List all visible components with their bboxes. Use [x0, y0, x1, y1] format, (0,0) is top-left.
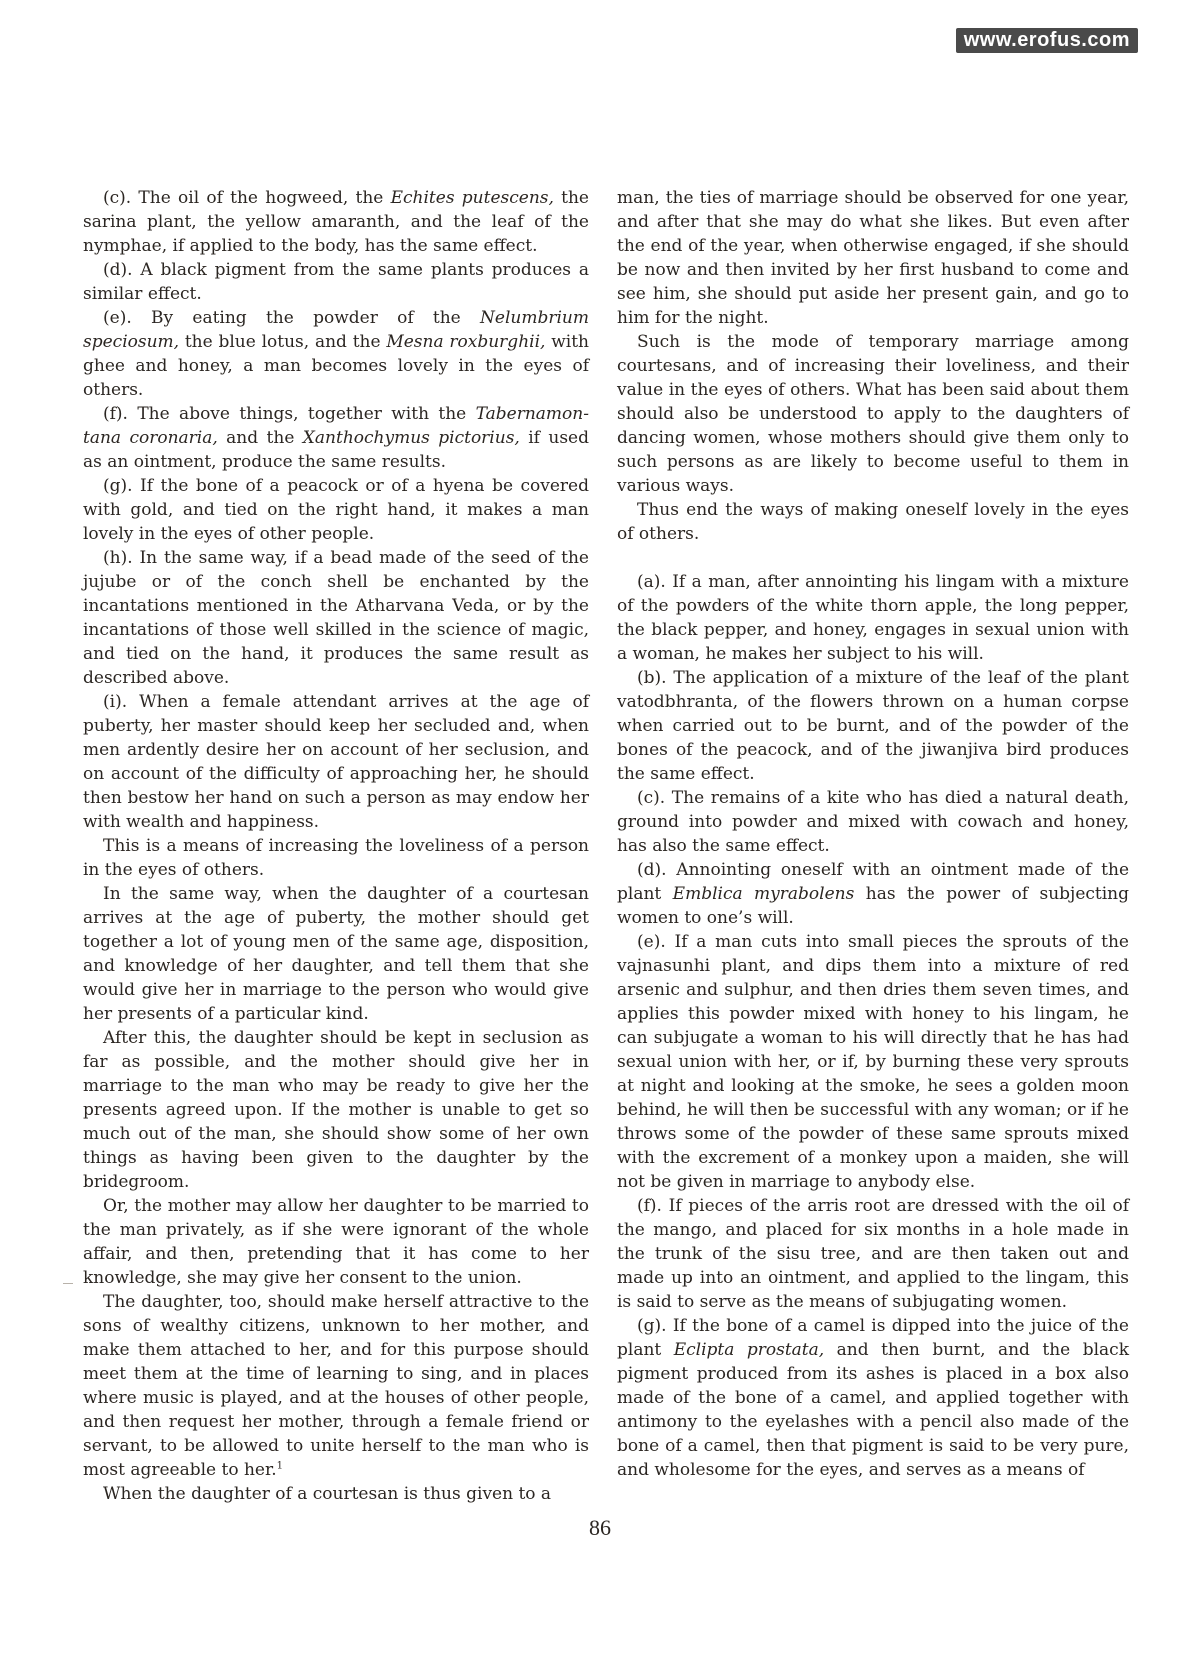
paragraph-same-way: In the same way, when the daughter of a courtesan arrives at the age of puberty, the mother should get together a lot of young men of the same age, disposition, and knowledge of her daughter, and tell them that she would give her in marriage to the person who would give her presents of a particular kind. — [83, 884, 589, 1024]
paragraph-h: (h). In the same way, if a bead made of the seed of the jujube or of the conch shell be enchanted by the incantations mentioned in the Atharvana Veda, or by the incantations of those well skilled in the science of magic, and tied on the hand, it produces the same result as described above. — [83, 548, 589, 688]
paragraph-i: (i). When a female attendant arrives at the age of puberty, her master should keep her secluded and, when men ardently desire her on account of her seclusion, and on account of the difficulty of approaching her, he should then bestow her hand on such a person as may endow her with wealth and happiness. — [83, 692, 589, 832]
watermark-label: www.erofus.com — [956, 28, 1138, 53]
paragraph-a: (a). If a man, after annointing his lingam with a mixture of the powders of the white thorn apple, the long pepper, the black pepper, and honey, engages in sexual union with a woman, he makes her subject to his will. — [617, 572, 1129, 664]
paragraph-thus: Thus end the ways of making oneself lovely in the eyes of others. — [617, 500, 1129, 544]
paragraph-c: (c). The oil of the hogweed, the Echites putescens, the sarina plant, the yellow amaranth, and the leaf of the nymphae, if applied to the body, has the same effect. — [83, 188, 589, 256]
paragraph-b: (b). The application of a mixture of the leaf of the plant vatodbhranta, of the flowers thrown on a human corpse when carried out to be burnt, and of the powder of the bones of the peacock, and of the jiwanjiva bird produces the same effect. — [617, 668, 1129, 784]
paragraph-such: Such is the mode of temporary marriage among courtesans, and of increasing their loveliness, and their value in the eyes of others. What has been said about them should also be understood to apply to the daughters of dancing women, whose mothers should give them only to such persons as are likely to become useful to them in various ways. — [617, 332, 1129, 496]
paragraph-f-right: (f). If pieces of the arris root are dressed with the oil of the mango, and placed for six months in a hole made in the trunk of the sisu tree, and are then taken out and made up into an ointment, and applied to the lingam, this is said to serve as the means of subjugating women. — [617, 1196, 1129, 1312]
paragraph-g: (g). If the bone of a peacock or of a hyena be covered with gold, and tied on the right hand, it makes a man lovely in the eyes of other people. — [83, 476, 589, 544]
page-number: 86 — [589, 1515, 611, 1540]
paragraph-or: Or, the mother may allow her daughter to be married to the man privately, as if she were ignorant of the whole affair, and then, pretending that it has come to her knowledge, she may give her consent to the union. — [83, 1196, 589, 1288]
paragraph-means: This is a means of increasing the loveliness of a person in the eyes of others. — [83, 836, 589, 880]
paragraph-d-right: (d). Annointing oneself with an ointment made of the plant Emblica myrabolens has the power of subjecting women to one’s will. — [617, 860, 1130, 928]
paragraph-e-right: (e). If a man cuts into small pieces the sprouts of the vajnasunhi plant, and dips them into a mixture of red arsenic and sulphur, and then dries them seven times, and applies this powder mixed with honey to his lingam, he can subjugate a woman to his will directly that he has had sexual union with her, or if, by burning these very sprouts at night and looking at the smoke, he sees a golden moon behind, he will then be successful with any woman; or if he throws some of the powder of these same sprouts mixed with the excrement of a monkey upon a maiden, she will not be given in marriage to anybody else. — [617, 932, 1129, 1192]
section-gap — [617, 546, 1129, 570]
footnote-marker: 1 — [276, 1460, 284, 1472]
paragraph-after: After this, the daughter should be kept in seclusion as far as possible, and the mother should give her in marriage to the man who may be ready to give her the presents agreed upon. If the mother is unable to get so much out of the man, she should show some of her own things as having been given to the daughter by the bridegroom. — [83, 1028, 589, 1192]
paragraph-daughter: The daughter, too, should make herself attractive to the sons of wealthy citizens, unknown to her mother, and make them attached to her, and for this purpose should meet them at the time of learning to sing, and in places where music is played, and at the houses of other people, and then request her mother, through a female friend or servant, to be allowed to unite herself to the man who is most agreeable to her.$^1$ — [83, 1292, 589, 1480]
paragraph-g-right: (g). If the bone of a camel is dipped into the juice of the plant Eclipta prostata, and then burnt, and the black pigment produced from its ashes is placed in a box also made of the bone of a camel, and applied together with antimony to the eyelashes with a pencil also made of the bone of a camel, then that pigment is said to be very pure, and wholesome for the eyes, and serves as a means of — [617, 1316, 1129, 1480]
margin-mark — [63, 1283, 73, 1284]
paragraph-f: (f). The above things, together with the Tabernamontana coronaria, and the Xanthochymus pictorius, if used as an ointment, produce the same results. — [83, 404, 589, 472]
paragraph-continued: man, the ties of marriage should be observed for one year, and after that she may do what she likes. But even after the end of the year, when otherwise engaged, if she should be now and then invited by her first husband to come and see him, she should put aside her present gain, and go to him for the night. — [617, 188, 1129, 328]
paragraph-e: (e). By eating the powder of the Nelumbrium speciosum, the blue lotus, and the Mesna roxburghii, with ghee and honey, a man becomes lovely in the eyes of others. — [83, 308, 589, 400]
paragraph-c-right: (c). The remains of a kite who has died a natural death, ground into powder and mixed with cowach and honey, has also the same effect. — [617, 788, 1129, 856]
paragraph-when: When the daughter of a courtesan is thus given to a — [103, 1484, 552, 1504]
paragraph-d: (d). A black pigment from the same plants produces a similar effect. — [83, 260, 589, 304]
left-text-column — [83, 186, 589, 1506]
right-text-column — [617, 186, 1129, 1482]
